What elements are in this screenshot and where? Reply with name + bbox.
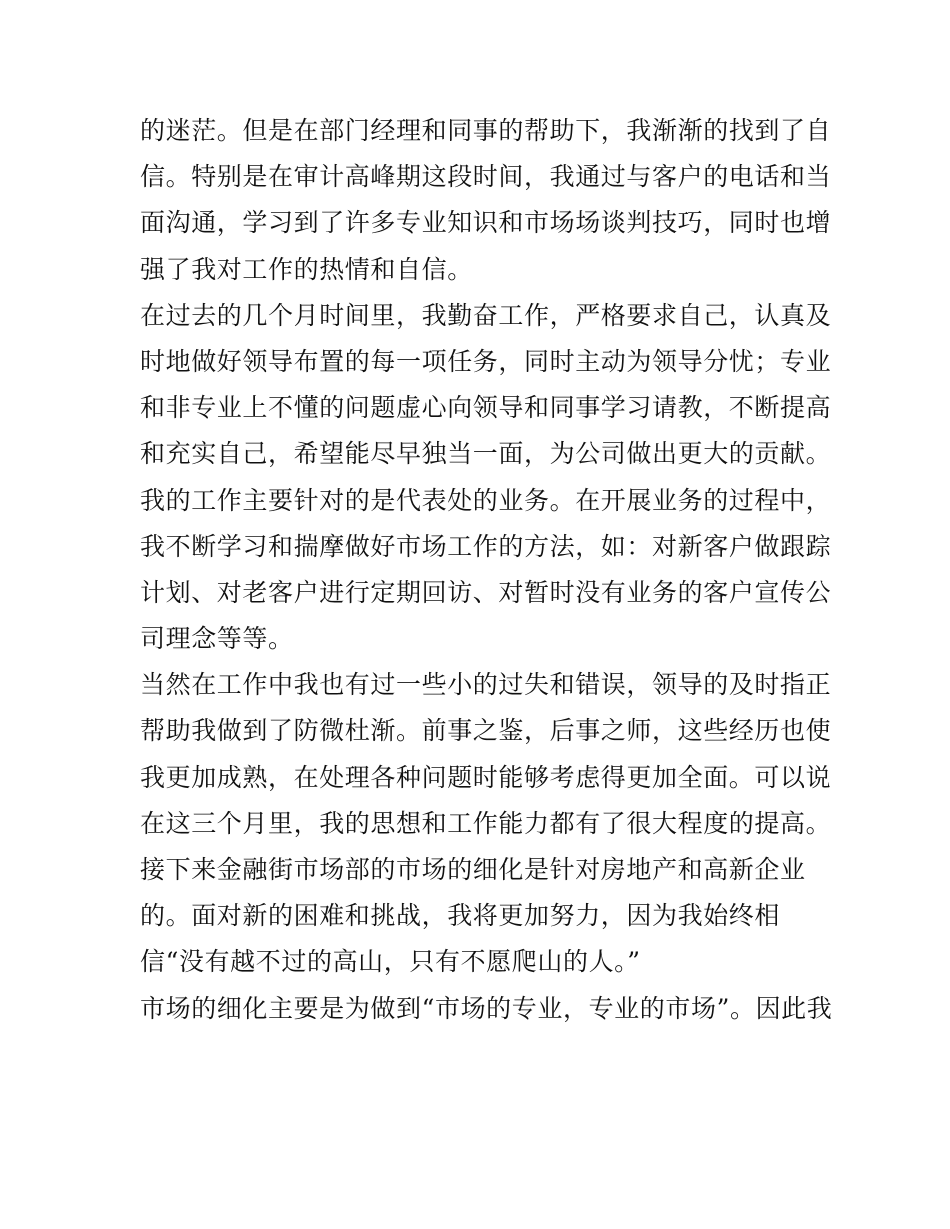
text-line: 和非专业上不懂的问题虚心向领导和同事学习请教，不断提高	[140, 393, 832, 423]
text-line: 和充实自己，希望能尽早独当一面，为公司做出更大的贡献。	[140, 439, 832, 469]
text-line: 司理念等等。	[140, 624, 294, 654]
text-line: 信。特别是在审计高峰期这段时间，我通过与客户的电话和当	[140, 162, 832, 192]
text-line: 我的工作主要针对的是代表处的业务。在开展业务的过程中，	[140, 485, 832, 515]
text-line: 的。面对新的困难和挑战，我将更加努力，因为我始终相	[140, 901, 781, 931]
text-line: 时地做好领导布置的每一项任务，同时主动为领导分忧；专业	[140, 346, 832, 376]
text-line: 帮助我做到了防微杜渐。前事之鉴，后事之师，这些经历也使	[140, 716, 832, 746]
text-line: 市场的细化主要是为做到“市场的专业，专业的市场”。因此我	[140, 993, 833, 1023]
text-line: 接下来金融街市场部的市场的细化是针对房地产和高新企业	[140, 855, 806, 884]
text-line: 当然在工作中我也有过一些小的过失和错误，领导的及时指正	[140, 670, 832, 700]
text-line: 在过去的几个月时间里，我勤奋工作，严格要求自己，认真及	[140, 300, 832, 330]
text-line: 强了我对工作的热情和自信。	[140, 254, 473, 284]
text-line: 信“没有越不过的高山，只有不愿爬山的人。”	[140, 947, 641, 977]
text-line: 的迷茫。但是在部门经理和同事的帮助下，我渐渐的找到了自	[140, 116, 832, 145]
text-line: 我更加成熟，在处理各种问题时能够考虑得更加全面。可以说	[140, 762, 832, 792]
text-line: 在这三个月里，我的思想和工作能力都有了很大程度的提高。	[140, 808, 832, 838]
text-line: 我不断学习和揣摩做好市场工作的方法，如：对新客户做跟踪	[140, 531, 832, 561]
text-line: 计划、对老客户进行定期回访、对暂时没有业务的客户宣传公	[140, 577, 832, 607]
document-body	[140, 108, 833, 1032]
text-line: 面沟通，学习到了许多专业知识和市场场谈判技巧，同时也增	[140, 208, 832, 238]
